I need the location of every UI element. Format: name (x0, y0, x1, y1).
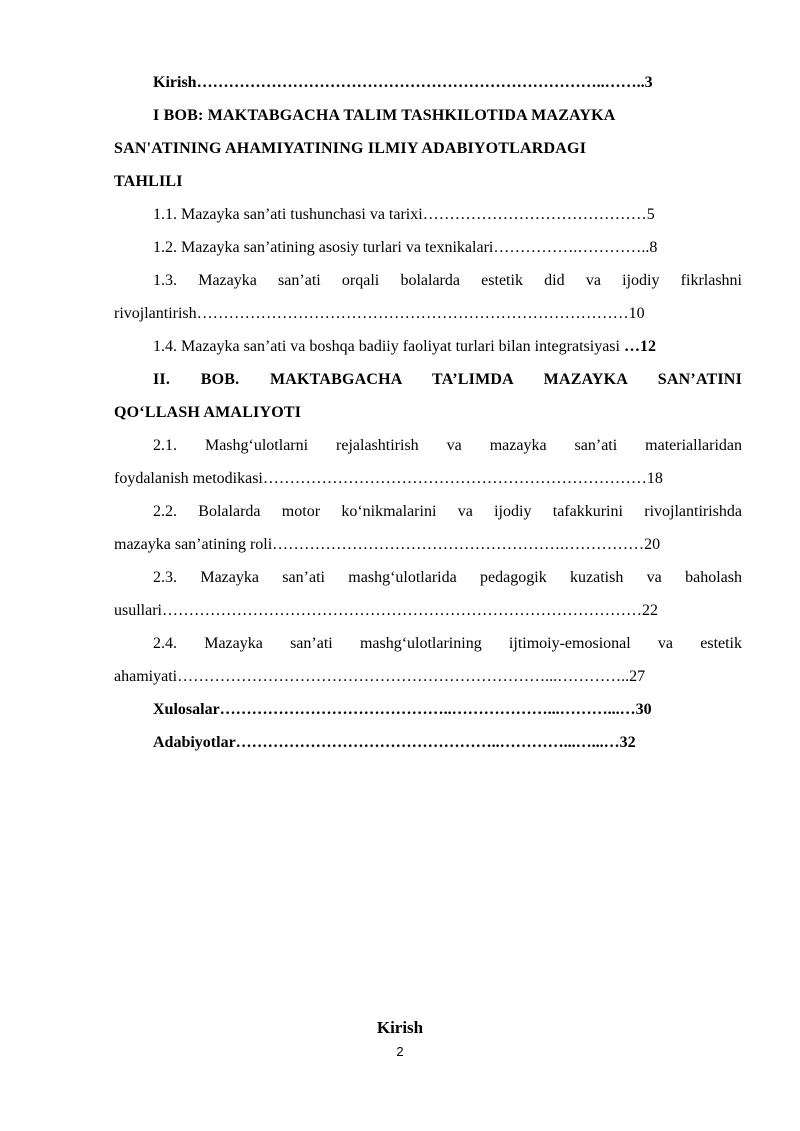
toc-entry-1-3-line2[interactable]: rivojlantirish………………………………………………………………………10 (114, 305, 645, 322)
toc-entry-1-4[interactable] (114, 336, 742, 358)
toc-entry-2-3-line1[interactable]: 2.3. Mazayka san’ati mashg‘ulotlarida pedagogik kuzatish va baholash (153, 569, 742, 586)
chapter-2-heading-line2[interactable]: QO‘LLASH AMALIYOTI (114, 404, 302, 421)
toc-entry-xulosalar[interactable]: Xulosalar……………………………………..………………...………...…30 (153, 701, 652, 718)
chapter-1-heading-line2[interactable]: SAN'ATINING AHAMIYATINING ILMIY ADABIYOTLARDAGI (114, 140, 587, 157)
toc-entry-1-3-line1[interactable]: 1.3. Mazayka san’ati orqali bolalarda estetik did va ijodiy fikrlashni (153, 272, 742, 289)
toc-entry-2-1-line1[interactable]: 2.1. Mashg‘ulotlarni rejalashtirish va mazayka san’ati materiallaridan (153, 437, 742, 454)
toc-entry-1-4-text: 1.4. Mazayka san’ati va boshqa badiiy faoliyat turlari bilan integratsiyasi (153, 338, 624, 355)
next-section-title: Kirish (376, 1018, 424, 1037)
toc-entry-2-2-line1[interactable]: 2.2. Bolalarda motor ko‘nikmalarini va ijodiy tafakkurini rivojlantirishda (153, 503, 742, 520)
chapter-1-heading-line3[interactable]: TAHLILI (114, 173, 183, 190)
toc-entry-1-2[interactable]: 1.2. Mazayka san’atining asosiy turlari va texnikalari…………….…………..8 (153, 239, 658, 256)
toc-entry-2-4-line2[interactable]: ahamiyati……………………………………………………………...…………..27 (114, 668, 646, 685)
toc-entry-kirish[interactable]: Kirish…………………………………………………………………..……..3 (153, 74, 653, 91)
toc-entry-adabiyotlar[interactable]: Adabiyotlar…………………………………………..…………...…...…32 (153, 734, 636, 751)
toc-entry-1-1[interactable]: 1.1. Mazayka san’ati tushunchasi va tarixi……………………………………5 (153, 206, 655, 223)
toc-entry-2-4-line1[interactable]: 2.4. Mazayka san’ati mashg‘ulotlarining ijtimoiy-emosional va estetik (153, 635, 742, 652)
toc-entry-2-1-line2[interactable]: foydalanish metodikasi………………………………………………………………18 (114, 470, 663, 487)
chapter-1-heading-line1[interactable]: I BOB: MAKTABGACHA TALIM TASHKILOTIDA MAZAYKA (153, 107, 616, 124)
chapter-2-heading-line1[interactable]: II. BOB. MAKTABGACHA TA’LIMDA MAZAYKA SAN’ATINI (153, 371, 742, 388)
toc-entry-1-4-page: …12 (623, 338, 656, 355)
toc-entry-2-2-line2[interactable]: mazayka san’atining roli……………………………………………….……………20 (114, 536, 661, 553)
page-number: 2 (396, 1044, 404, 1059)
toc-entry-2-3-line2[interactable]: usullari………………………………………………………………………………22 (114, 602, 658, 619)
